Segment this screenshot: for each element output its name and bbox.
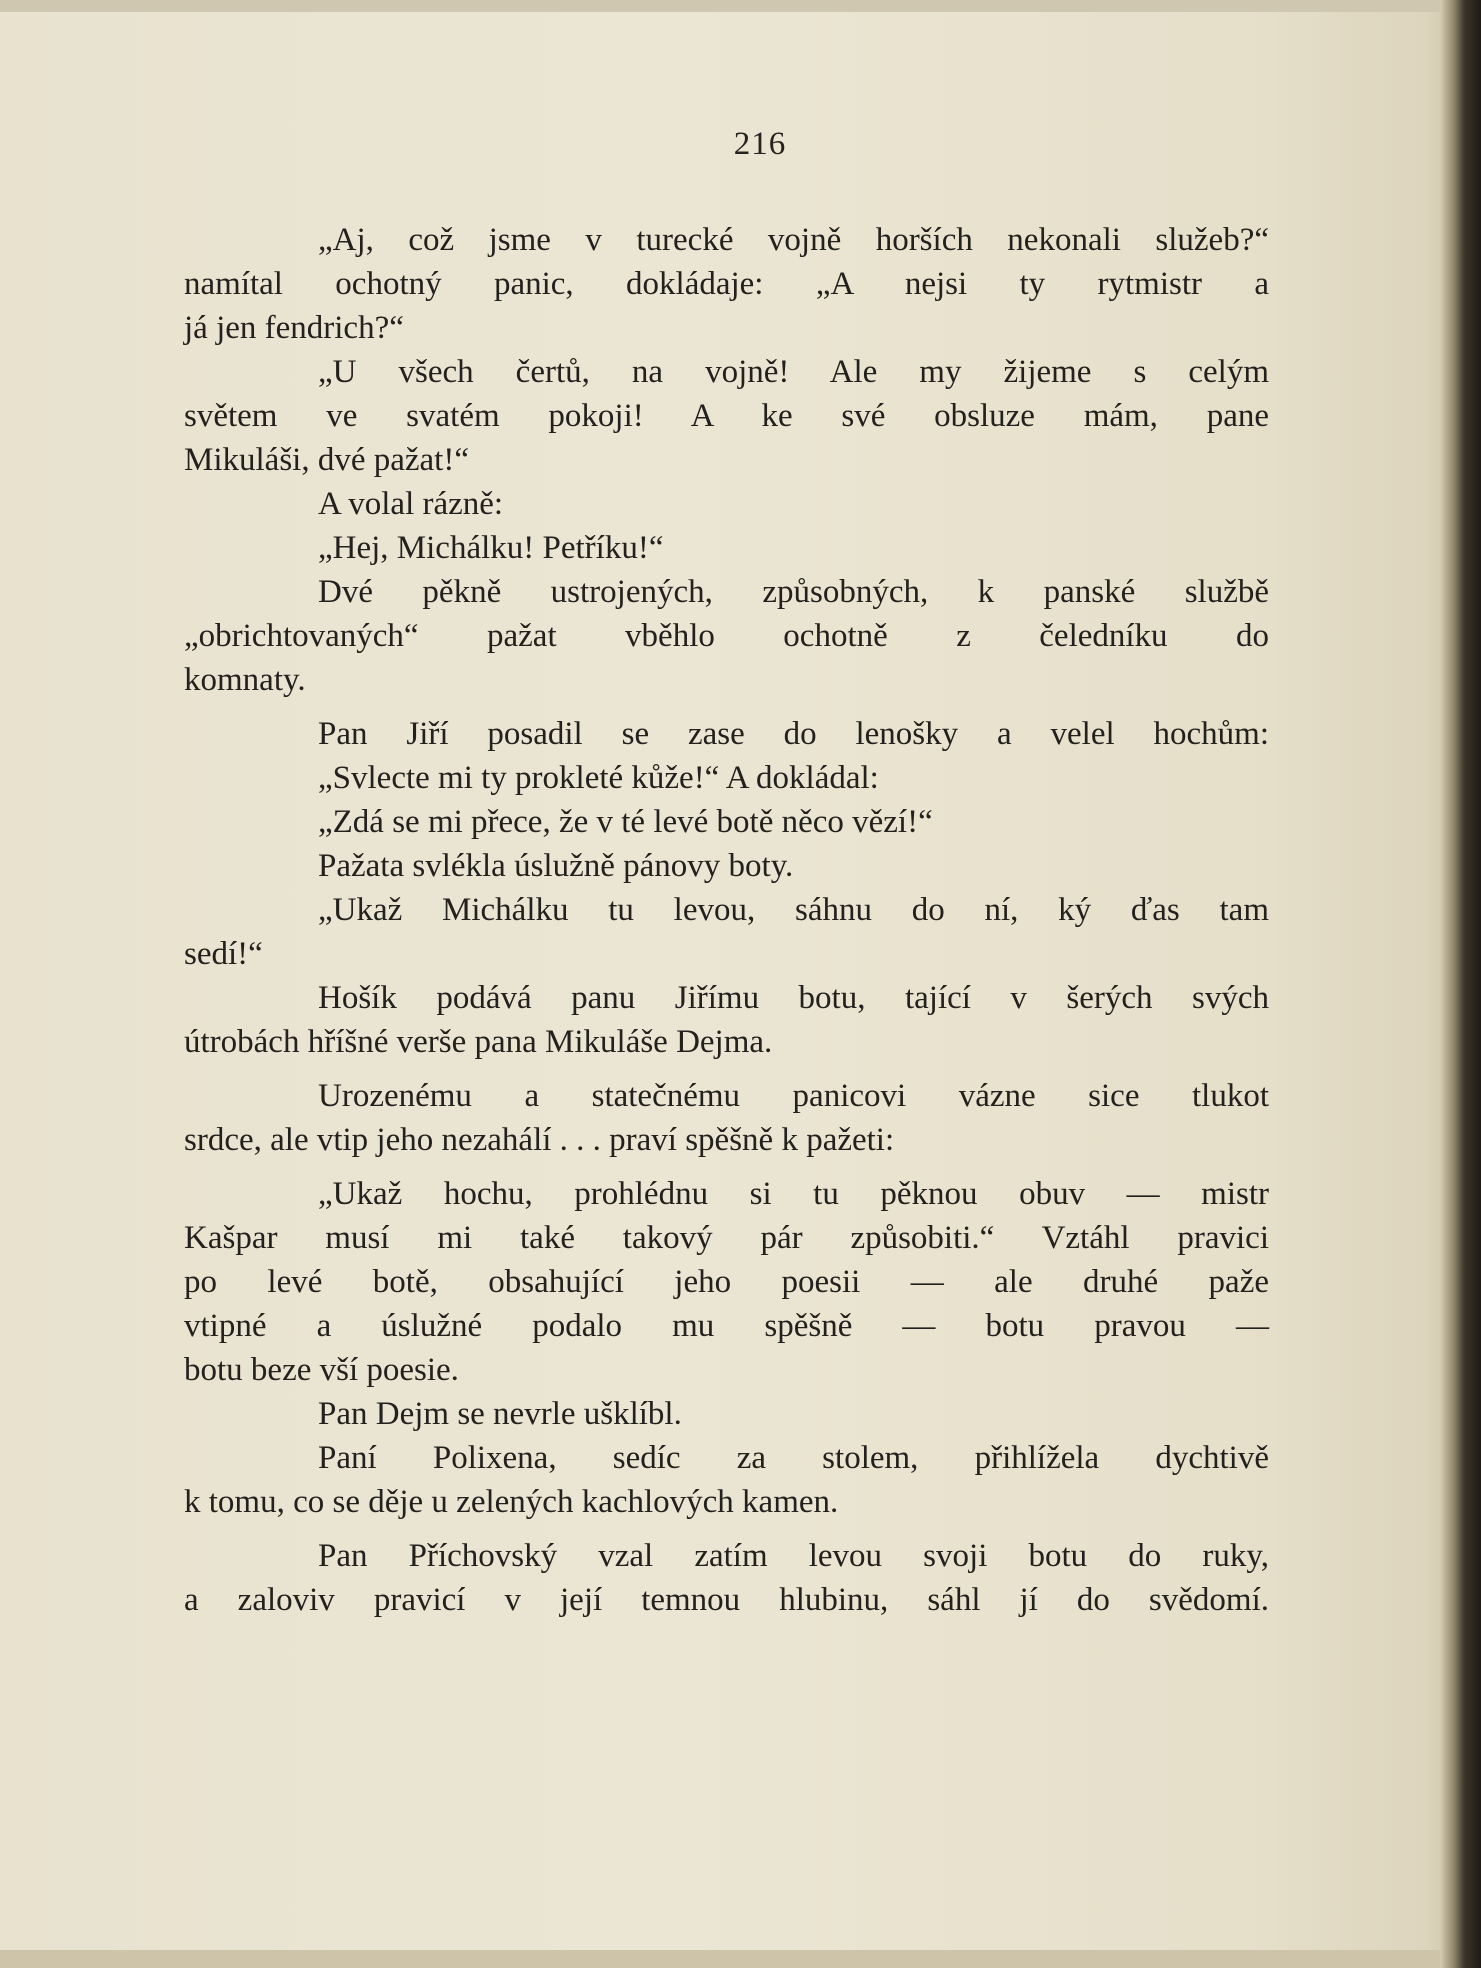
text-line: „obrichtovaných“ pažat vběhlo ochotně z čeledníku do bbox=[184, 618, 1269, 654]
text-line: po levé botě, obsahující jeho poesii — ale druhé paže bbox=[184, 1264, 1269, 1300]
text-line: a zaloviv pravicí v její temnou hlubinu, sáhl jí do svědomí. bbox=[184, 1582, 1269, 1618]
text-line: Hošík podává panu Jiřímu botu, tající v šerých svých bbox=[318, 980, 1269, 1016]
paragraph bbox=[184, 976, 1269, 1064]
paragraph bbox=[184, 350, 1269, 482]
paragraph bbox=[251, 800, 1269, 844]
text-line: k tomu, co se děje u zelených kachlových kamen. bbox=[184, 1484, 839, 1520]
paragraph bbox=[184, 218, 1269, 350]
text-line: „U všech čertů, na vojně! Ale my žijeme s celým bbox=[318, 354, 1269, 390]
text-line: sedí!“ bbox=[184, 936, 263, 972]
text-line: „Ukaž Michálku tu levou, sáhnu do ní, ký ďas tam bbox=[318, 892, 1269, 928]
text-line: Pažata svlékla úslužně pánovy boty. bbox=[318, 848, 794, 884]
page-bottom-edge bbox=[0, 1950, 1468, 1968]
paragraph bbox=[251, 1392, 1269, 1436]
text-line: namítal ochotný panic, dokládaje: „A nejsi ty rytmistr a bbox=[184, 266, 1269, 302]
paragraph bbox=[251, 526, 1269, 570]
paragraph bbox=[184, 1172, 1269, 1392]
text-line: Pan Příchovský vzal zatím levou svoji botu do ruky, bbox=[318, 1538, 1269, 1574]
book-spine-edge bbox=[1440, 0, 1481, 1968]
paragraph bbox=[251, 712, 1269, 756]
text-line: Paní Polixena, sedíc za stolem, přihlížela dychtivě bbox=[318, 1440, 1269, 1476]
paragraph bbox=[184, 1074, 1269, 1162]
body-text bbox=[184, 218, 1269, 1622]
text-line: botu beze vší poesie. bbox=[184, 1352, 459, 1388]
paragraph bbox=[251, 844, 1269, 888]
text-line: Kašpar musí mi také takový pár způsobiti.“ Vztáhl pravici bbox=[184, 1220, 1269, 1256]
paragraph bbox=[184, 1436, 1269, 1524]
text-line: A volal rázně: bbox=[318, 486, 504, 522]
text-line: útrobách hříšné verše pana Mikuláše Dejma. bbox=[184, 1024, 773, 1060]
text-line: komnaty. bbox=[184, 662, 306, 698]
paragraph bbox=[184, 1534, 1269, 1622]
text-line: já jen fendrich?“ bbox=[184, 310, 404, 346]
paragraph bbox=[251, 482, 1269, 526]
text-line: Urozenému a statečnému panicovi vázne sice tlukot bbox=[318, 1078, 1269, 1114]
page-top-edge bbox=[0, 0, 1468, 12]
text-line: „Ukaž hochu, prohlédnu si tu pěknou obuv — mistr bbox=[318, 1176, 1269, 1212]
text-line: „Hej, Michálku! Petříku!“ bbox=[318, 530, 664, 566]
text-line: světem ve svatém pokoji! A ke své obsluze mám, pane bbox=[184, 398, 1269, 434]
text-line: „Aj, což jsme v turecké vojně horších nekonali služeb?“ bbox=[318, 222, 1269, 258]
paragraph bbox=[184, 570, 1269, 702]
text-line: Pan Dejm se nevrle ušklíbl. bbox=[318, 1396, 682, 1432]
paragraph bbox=[251, 756, 1269, 800]
text-line: Dvé pěkně ustrojených, způsobných, k panské službě bbox=[318, 574, 1269, 610]
paragraph bbox=[184, 888, 1269, 976]
page-number: 216 bbox=[733, 126, 787, 162]
text-line: „Zdá se mi přece, že v té levé botě něco vězí!“ bbox=[318, 804, 933, 840]
text-line: srdce, ale vtip jeho nezahálí . . . praví spěšně k pažeti: bbox=[184, 1122, 895, 1158]
text-line: Pan Jiří posadil se zase do lenošky a velel hochům: bbox=[318, 716, 1269, 752]
text-line: „Svlecte mi ty prokleté kůže!“ A dokládal: bbox=[318, 760, 879, 796]
text-line: vtipné a úslužné podalo mu spěšně — botu pravou — bbox=[184, 1308, 1269, 1344]
text-line: Mikuláši, dvé pažat!“ bbox=[184, 442, 469, 478]
